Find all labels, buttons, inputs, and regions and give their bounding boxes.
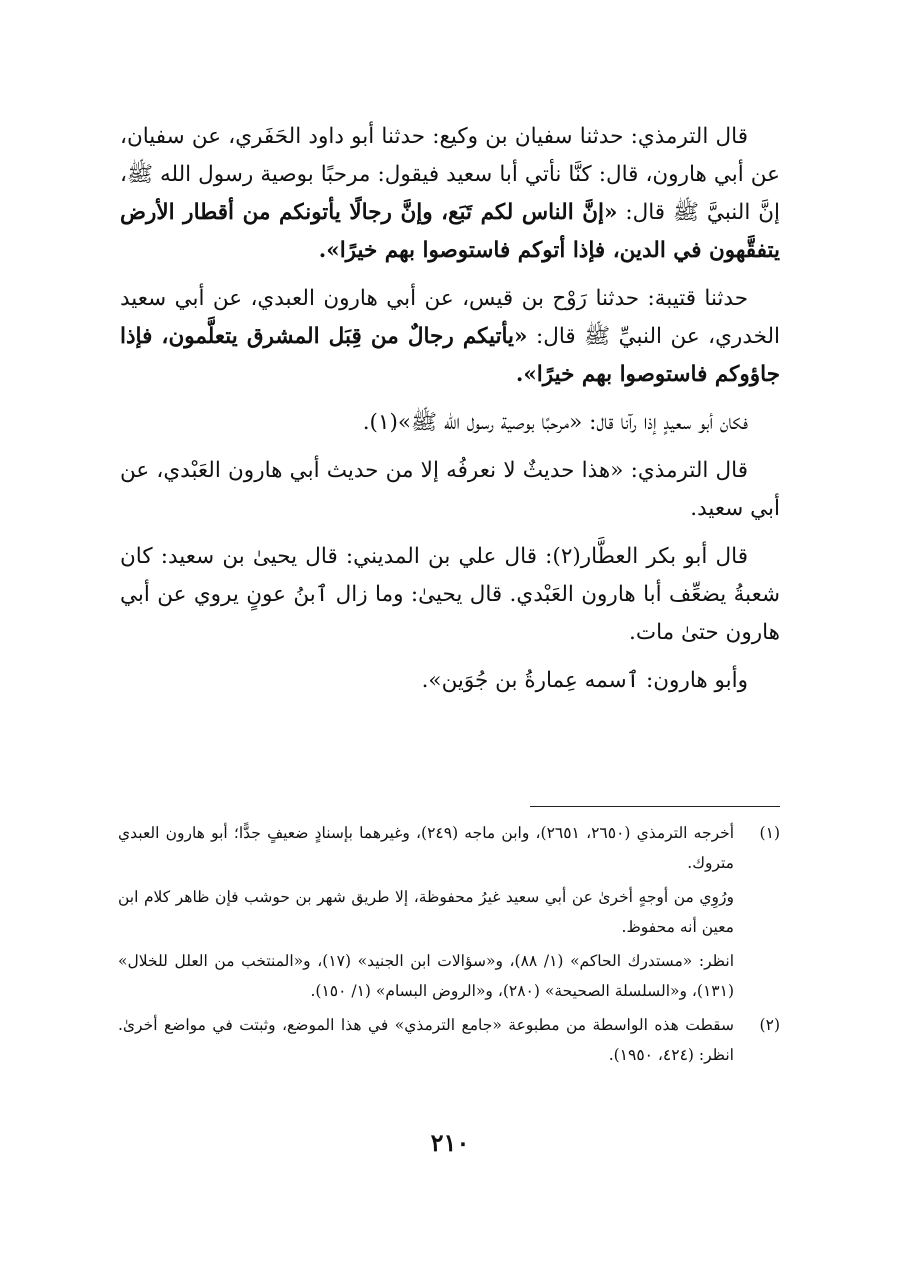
footnotes: [118, 818, 780, 1074]
page-number: ٢١٠: [430, 1128, 470, 1157]
footnote-2: [118, 1010, 780, 1070]
paragraph-1-hadith: «إنَّ الناس لكم تَبَع، وإنَّ رجالًا يأتونكم من أقطار الأرض يتفقَّهون في الدين، فإذا أتوكم فاستوصوا بهم خيرًا».: [120, 200, 780, 263]
footnote-1-number: (١): [759, 824, 780, 842]
paragraph-2-hadith: «يأتيكم رجالٌ من قِبَل المشرق يتعلَّمون، فإذا جاؤوكم فاستوصوا بهم خيرًا».: [120, 324, 780, 387]
footnote-2-number: (٢): [759, 1016, 780, 1034]
main-text: [120, 118, 780, 710]
paragraph-4-text: قال الترمذي: «هذا حديثٌ لا نعرفُه إلا من حديث أبي هارون العَبْدي، عن أبي سعيد.: [120, 458, 780, 521]
footnote-1-text: أخرجه الترمذي (٢٦٥٠، ٢٦٥١)، وابن ماجه (٢٤٩)، وغيرهما بإسنادٍ ضعيفٍ جدًّا؛ أبو هارون العبدي متروك.: [118, 824, 735, 872]
paragraph-2: [120, 280, 780, 394]
paragraph-6: [120, 662, 780, 700]
paragraph-1: [120, 118, 780, 270]
paragraph-5-text: قال أبو بكر العطَّار(٢): قال علي بن المديني: قال يحيىٰ بن سعيد: كان شعبةُ يضعِّف أبا هارون العَبْدي. قال يحيىٰ: وما زال ٱبنُ عونٍ يروي عن أبي هارون حتىٰ مات.: [120, 544, 780, 645]
footnote-1: [118, 818, 780, 878]
footnote-divider: [530, 806, 780, 807]
footnote-1-note-a: ورُوِي من أوجهٍ أخرىٰ عن أبي سعيد غيرُ محفوظة، إلا طريق شهر بن حوشب فإن ظاهر كلام ابن معين أنه محفوظ.: [118, 888, 734, 936]
paragraph-5: [120, 538, 780, 652]
paragraph-2-text: حدثنا قتيبة: حدثنا رَوْح بن قيس، عن أبي هارون العبدي، عن أبي سعيد الخدري، عن النبيِّ ﷺ قال:: [120, 286, 781, 349]
paragraph-4: [120, 452, 780, 528]
footnote-1-note-b: انظر: «مستدرك الحاكم» (١/ ٨٨)، و«سؤالات ابن الجنيد» (١٧)، و«المنتخب من العلل للخلال» (١٣١)، و«السلسلة الصحيحة» (٢٨٠)، و«الروض البسام» (١/ ١٥٠).: [118, 952, 734, 1000]
paragraph-3: [120, 404, 780, 442]
paragraph-6-text: وأبو هارون: ٱسمه عِمارةُ بن جُوَين».: [421, 668, 748, 693]
footnote-2-text: سقطت هذه الواسطة من مطبوعة «جامع الترمذي» في هذا الموضع، وثبتت في مواضع أخرىٰ. انظر: (٤٢٤، ١٩٥٠).: [118, 1016, 734, 1064]
paragraph-3-text: فكان أبو سعيدٍ إذا رآنا قال: «مرحبًا بوصية رسول الله ﷺ»(١).: [362, 410, 748, 435]
paragraph-1-text: قال الترمذي: حدثنا سفيان بن وكيع: حدثنا أبو داود الحَفَري، عن سفيان، عن أبي هارون، قال: كنَّا نأتي أبا سعيد فيقول: مرحبًا بوصية رسول الله ﷺ، إنَّ النبيَّ ﷺ قال:: [120, 124, 780, 225]
